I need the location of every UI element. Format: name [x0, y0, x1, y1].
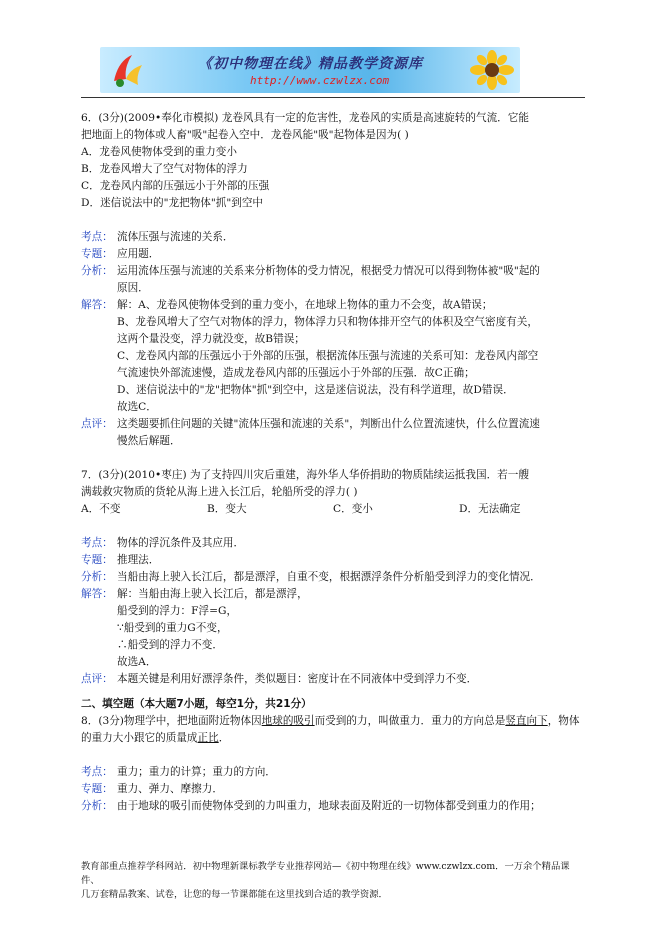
q7-jieda-line-3: ∵船受到的重力G不变， — [117, 622, 228, 634]
q6-jieda-line-6: D、迷信说法中的"龙"把物体"抓"到空中，这是迷信说法，没有科学道理，故D错误． — [117, 384, 514, 396]
fenxi-label: 分析： — [81, 265, 113, 277]
q7-dianping — [81, 671, 585, 688]
q6-option-b: B．龙卷风增大了空气对物体的浮力 — [81, 163, 248, 175]
document-body — [81, 110, 585, 815]
q7-fenxi — [81, 569, 585, 586]
q8-blank-1: 地球的吸引 — [261, 715, 315, 727]
q8-kaodian — [81, 764, 585, 781]
q6-jieda-line-3: 这两个量没变，浮力就没变，故B错误； — [117, 333, 305, 345]
q7-kaodian — [81, 535, 585, 552]
q7-jieda-line-1: 解：当船由海上驶入长江后，都是漂浮， — [117, 588, 308, 600]
q8-fenxi-text: 由于地球的吸引而使物体受到的力叫重力，地球表面及附近的一切物体都受到重力的作用； — [117, 800, 541, 812]
q7-options — [81, 501, 585, 518]
q7-option-b: B．变大 — [207, 503, 247, 515]
q6-jieda-line-5: 气流速快外部流速慢，造成龙卷风内部的压强远小于外部的压强．故C正确； — [117, 367, 475, 379]
page-footer — [81, 860, 585, 902]
fenxi-label: 分析： — [81, 571, 113, 583]
section-heading: 二、填空题（本大题7小题，每空1分，共21分） — [81, 698, 312, 710]
q8-stem-mid2: ，物体的重力大小跟它的质量成 — [81, 715, 580, 744]
q6-stem-line-2: 把地面上的物体或人畜"吸"起卷入空中．龙卷风能"吸"起物体是因为( ) — [81, 129, 409, 141]
dianping-label: 点评： — [81, 418, 113, 430]
q6-option-c: C．龙卷风内部的压强远小于外部的压强 — [81, 180, 270, 192]
zhuanti-label: 专题： — [81, 783, 113, 795]
q7-jieda-line-4: ∴船受到的浮力不变． — [117, 639, 223, 651]
q6-stem-line-1: 6．(3分)(2009•奉化市模拟) 龙卷风具有一定的危害性，龙卷风的实质是高速旋转的气流．它能 — [81, 112, 529, 124]
q6-jieda-line-4: C、龙卷风内部的压强远小于外部的压强，根据流体压强与流速的关系可知：龙卷风内部空 — [117, 350, 539, 362]
banner-title: 《初中物理在线》精品教学资源库 — [198, 56, 423, 72]
q8-stem-mid: 而受到的力，叫做重力．重力的方向总是 — [314, 715, 506, 727]
q6-kaodian — [81, 229, 585, 246]
q8-fenxi — [81, 798, 585, 815]
q6-fenxi-line-2: 原因． — [117, 282, 149, 294]
zhuanti-label: 专题： — [81, 554, 113, 566]
q7-option-c: C．变小 — [333, 503, 373, 515]
footer-line-2: 几万套精品教案、试卷，让您的每一节课都能在这里找到合适的教学资源． — [81, 889, 388, 900]
zhuanti-label: 专题： — [81, 248, 113, 260]
q6-dianping-line-1: 这类题要抓住问题的关键"流体压强和流速的关系"，判断出什么位置流速快，什么位置流速 — [117, 418, 540, 430]
q7-zhuanti-text: 推理法． — [117, 554, 160, 566]
header-divider — [81, 97, 585, 98]
q7-option-a: A．不变 — [81, 503, 121, 515]
q7-zhuanti — [81, 552, 585, 569]
q8-blank-3: 正比 — [197, 732, 219, 744]
q7-dianping-text: 本题关键是利用好漂浮条件，类似题目：密度计在不同液体中受到浮力不变． — [117, 673, 478, 685]
q6-kaodian-text: 流体压强与流速的关系． — [117, 231, 234, 243]
kaodian-label: 考点： — [81, 766, 113, 778]
q8-stem — [81, 713, 585, 747]
q7-jieda-line-2: 船受到的浮力：F浮=G， — [117, 605, 238, 617]
q7-stem-line-1: 7．(3分)(2010•枣庄) 为了支持四川灾后重建，海外华人华侨捐助的物质陆续运抵我国．若一艘 — [81, 469, 529, 481]
q7-option-d: D．无法确定 — [459, 503, 521, 515]
q6-zhuanti-text: 应用题． — [117, 248, 160, 260]
q8-kaodian-text: 重力；重力的计算；重力的方向． — [117, 766, 276, 778]
q6-fenxi — [81, 263, 585, 297]
site-logo-icon — [108, 51, 148, 89]
q6-option-a: A．龙卷风使物体受到的重力变小 — [81, 146, 237, 158]
sunflower-icon — [470, 50, 514, 90]
fenxi-label: 分析： — [81, 800, 113, 812]
q8-zhuanti-text: 重力、弹力、摩擦力． — [117, 783, 223, 795]
q8-zhuanti — [81, 781, 585, 798]
kaodian-label: 考点： — [81, 537, 113, 549]
q6-jieda-line-2: B、龙卷风增大了空气对物体的浮力，物体浮力只和物体排开空气的体积及空气密度有关， — [117, 316, 538, 328]
q6-jieda-line-7: 故选C． — [117, 401, 157, 413]
q8-stem-pre: 8．(3分)物理学中，把地面附近物体因 — [81, 715, 262, 727]
kaodian-label: 考点： — [81, 231, 113, 243]
q6-fenxi-line-1: 运用流体压强与流速的关系来分析物体的受力情况，根据受力情况可以得到物体被"吸"起的 — [117, 265, 540, 277]
q7-jieda — [81, 586, 585, 671]
q7-fenxi-text: 当船由海上驶入长江后，都是漂浮，自重不变，根据漂浮条件分析船受到浮力的变化情况． — [117, 571, 541, 583]
q7-stem-line-2: 满载救灾物质的货轮从海上进入长江后，轮船所受的浮力( ) — [81, 486, 358, 498]
q7-jieda-line-5: 故选A． — [117, 656, 157, 668]
header-banner — [100, 47, 520, 93]
q6-jieda-line-1: 解：A、龙卷风使物体受到的重力变小，在地球上物体的重力不会变，故A错误； — [117, 299, 493, 311]
jieda-label: 解答： — [81, 299, 113, 311]
q6-jieda — [81, 297, 585, 416]
q8-stem-end: ． — [218, 732, 230, 744]
q8-blank-2: 竖直向下 — [505, 715, 548, 727]
q7-kaodian-text: 物体的浮沉条件及其应用． — [117, 537, 245, 549]
q6-zhuanti — [81, 246, 585, 263]
jieda-label: 解答： — [81, 588, 113, 600]
q6-dianping — [81, 416, 585, 450]
q6-dianping-line-2: 慢然后解题． — [117, 435, 181, 447]
banner-url[interactable]: http://www.czwlzx.com — [250, 74, 390, 87]
q6-option-d: D．迷信说法中的"龙把物体"抓"到空中 — [81, 197, 264, 209]
footer-line-1: 教育部重点推荐学科网站．初中物理新课标教学专业推荐网站—《初中物理在线》www.czwlzx.com．一万余个精品课件、 — [81, 861, 570, 886]
dianping-label: 点评： — [81, 673, 113, 685]
